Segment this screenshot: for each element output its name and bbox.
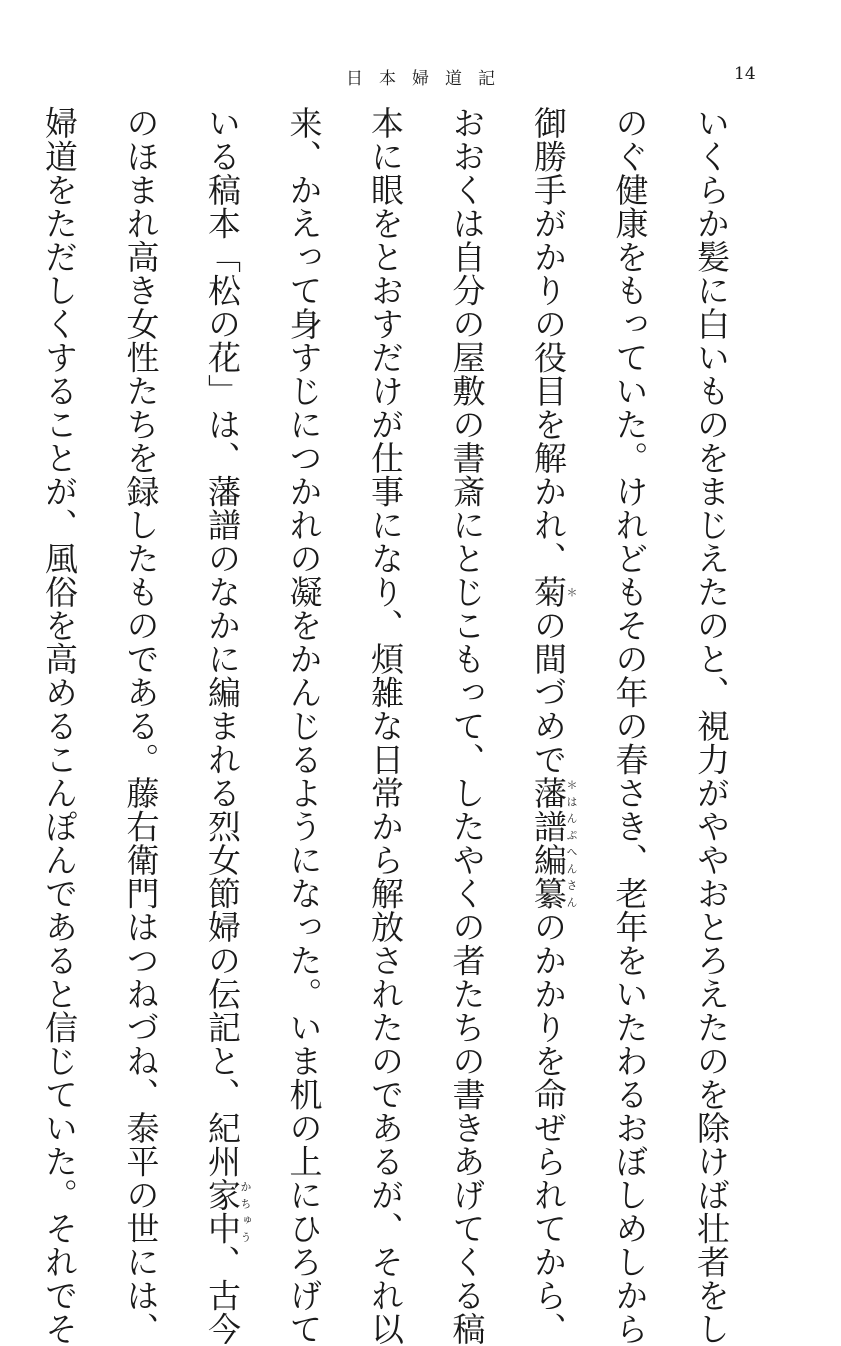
ruby-hanpu: 藩譜＊はんぷ (529, 776, 578, 843)
page-number: 14 (734, 64, 756, 84)
running-header-title: 日本婦道記 (346, 69, 511, 89)
text-line-2: のぐ健康をもっていた。けれどもその年の春さき、老年をいたわるおぼしめしから (610, 106, 650, 1346)
ruby-kiku: 菊＊ (529, 575, 578, 609)
text-line-3: 御勝手がかりの役目を解かれ、菊＊の間づめで藩譜＊はんぷ編纂へんさんのかかりを命ぜられてから、 (529, 106, 578, 1346)
text-line-6: 来、かえって身すじにつかれの凝をかんじるようになった。いま机の上にひろげて (284, 106, 324, 1346)
vertical-text-body (40, 106, 752, 1346)
text-line-5: 本に眼をとおすだけが仕事になり、煩雑な日常から解放されたのであるが、それ以 (366, 106, 405, 1346)
text-line-4: おおくは自分の屋敷の書斎にとじこもって、したやくの者たちの書きあげてくる稿 (447, 106, 487, 1346)
ruby-hanpu-reading: ＊はんぷ (565, 776, 578, 843)
text-line-9: 婦道をただしくすることが、風俗を高めるこんぽんであると信じていた。それでそ (40, 106, 79, 1346)
ruby-hensan-reading: へんさん (565, 843, 578, 910)
ruby-kachuu: 家中かちゅう (203, 1178, 252, 1245)
ruby-hensan: 編纂へんさん (529, 843, 578, 910)
text-line-7: いる稿本「松の花」は、藩譜のなかに編まれる烈女節婦の伝記と、紀州家中かちゅう、古今 (203, 106, 252, 1346)
ruby-kachuu-reading: かちゅう (239, 1178, 252, 1245)
ruby-kiku-reading: ＊ (565, 575, 578, 609)
text-line-10 (0, 106, 19, 1126)
text-line-8: のほまれ高き女性たちを録したものである。藤右衛門はつねづね、泰平の世には、 (121, 106, 161, 1346)
text-line-1: いくらか髪に白いものをまじえたのと、視力がややおとろえたのを除けば壮者をし (692, 106, 731, 1346)
